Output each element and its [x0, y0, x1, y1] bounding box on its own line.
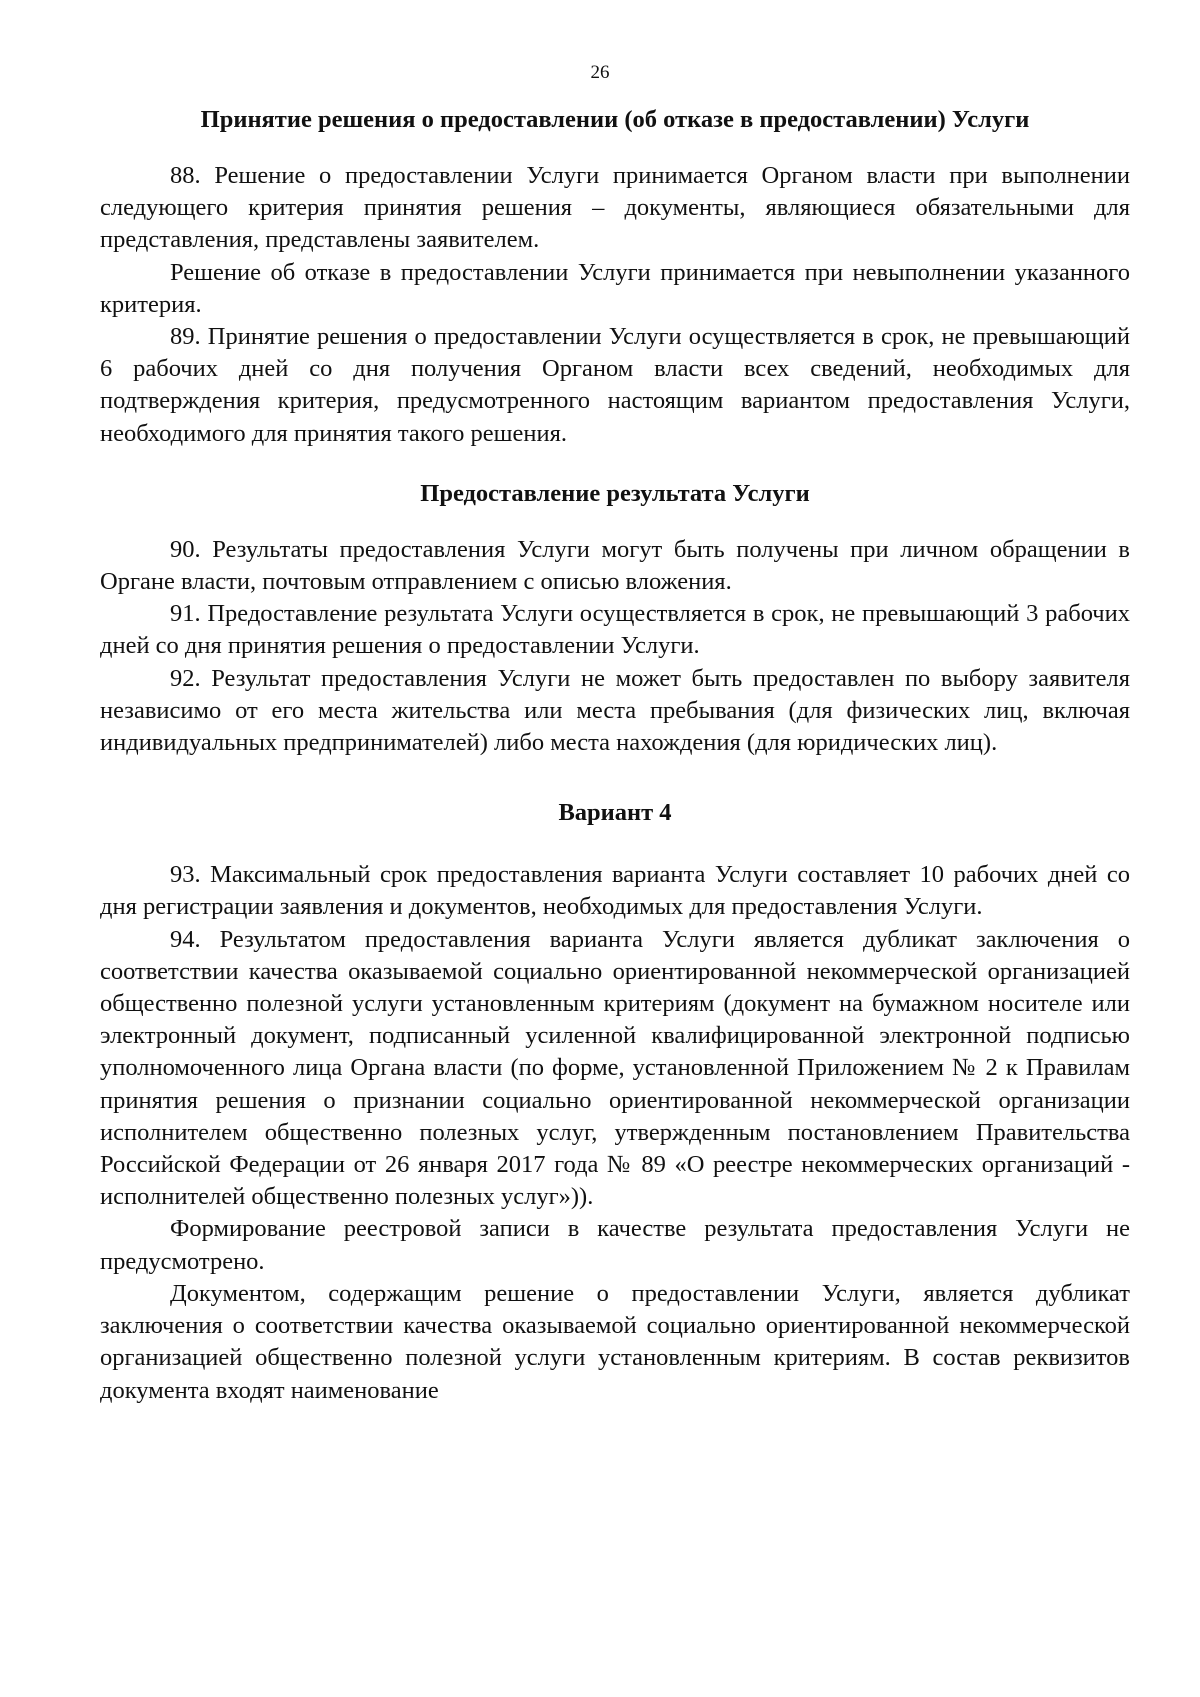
page-number: 26 [590, 62, 610, 83]
paragraph-88-refusal: Решение об отказе в предоставлении Услуги принимается при невыполнении указанного критерия. [100, 258, 1130, 318]
paragraph-88: 88. Решение о предоставлении Услуги принимается Органом власти при выполнении следующего критерия принятия решения – документы, являющиеся обязательными для представления, представлены заявителем. [100, 162, 1130, 254]
paragraph-91: 91. Предоставление результата Услуги осуществляется в срок, не превышающий 3 рабочих дней со дня принятия решения о предоставлении Услуги. [100, 600, 1130, 660]
section-heading-variant-4: Вариант 4 [558, 799, 672, 827]
paragraph-90: 90. Результаты предоставления Услуги могут быть получены при личном обращении в Органе власти, почтовым отправлением с описью вложения. [100, 535, 1130, 596]
paragraph-94-registry: Формирование реестровой записи в качестве результата предоставления Услуги не предусмотрено. [100, 1215, 1130, 1275]
document-body [100, 104, 1130, 1407]
section-heading-decision: Принятие решения о предоставлении (об отказе в предоставлении) Услуги [200, 106, 1030, 133]
paragraph-94: 94. Результатом предоставления варианта Услуги является дубликат заключения о соответствии качества оказываемой социально ориентированной некоммерческой организацией общественно полезной услуги установленным критериям (документ на бумажном носителе или электронный документ, подписанный усиленной квалифицированной электронной подписью уполномоченного лица Органа власти (по форме, установленной Приложением № 2 к Правилам принятия решения о признании социально ориентированной некоммерческой организации исполнителем общественно полезных услуг, утвержденным постановлением Правительства Российской Федерации от 26 января 2017 года № 89 «О реестре некоммерческих организаций - исполнителей общественно полезных услуг»)). [100, 925, 1130, 1211]
section-heading-result: Предоставление результата Услуги [420, 479, 810, 507]
paragraph-89: 89. Принятие решения о предоставлении Услуги осуществляется в срок, не превышающий 6 рабочих дней со дня получения Органом власти всех сведений, необходимых для подтверждения критерия, предусмотренного настоящим вариантом предоставления Услуги, необходимого для принятия такого решения. [100, 323, 1130, 447]
paragraph-94-document: Документом, содержащим решение о предоставлении Услуги, является дубликат заключения о соответствии качества оказываемой социально ориентированной некоммерческой организацией общественно полезной услуги установленным критериям. В состав реквизитов документа входят наименование [100, 1279, 1130, 1404]
paragraph-92: 92. Результат предоставления Услуги не может быть предоставлен по выбору заявителя независимо от его места жительства или места пребывания (для физических лиц, включая индивидуальных предпринимателей) либо места нахождения (для юридических лиц). [100, 664, 1130, 757]
paragraph-93: 93. Максимальный срок предоставления варианта Услуги составляет 10 рабочих дней со дня регистрации заявления и документов, необходимых для предоставления Услуги. [100, 861, 1130, 921]
